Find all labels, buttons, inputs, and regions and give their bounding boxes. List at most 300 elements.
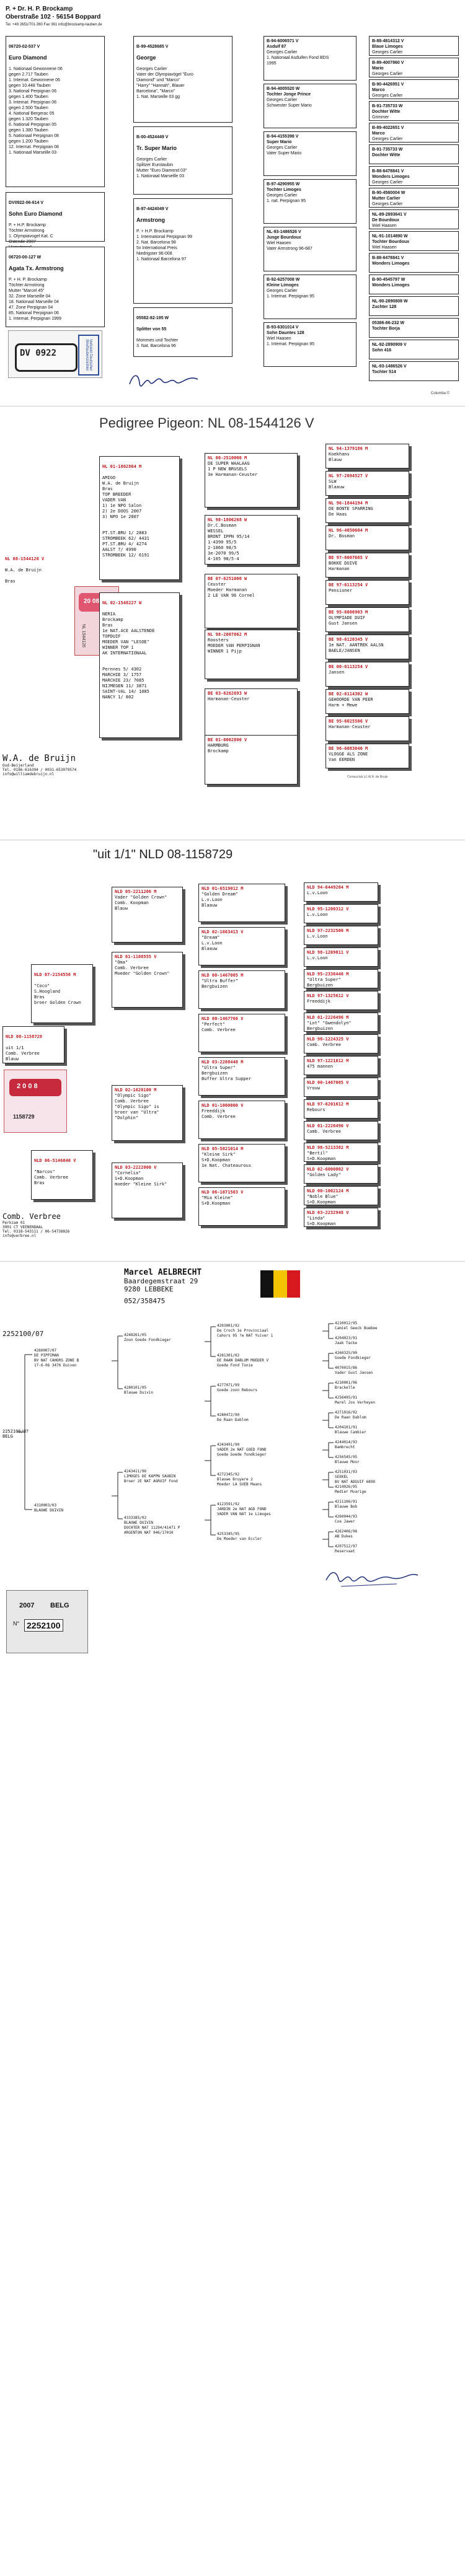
p1-right-5-name: Dochter Witte [372, 153, 401, 157]
p2-sire-ring: NL 01-1802864 M [102, 464, 142, 469]
p1-mid-3 [264, 179, 356, 224]
p3-gp-0-ring: NLD 05-2211206 M [115, 889, 157, 894]
p1-right-12-ring: NL-90-2890808 W [372, 299, 408, 304]
p1-right-14 [369, 340, 459, 359]
p3-gggp-2-lines: L.v.Loon [307, 934, 328, 939]
p1-right-5 [369, 144, 459, 164]
p1-right-8-lines: Wiel Haasen [372, 224, 397, 228]
p3-gggp-13-ring: NLD 02-6000002 V [307, 1167, 349, 1172]
p3-gggp-13-lines: "Golden Lady" [307, 1172, 341, 1177]
p1-right-3-ring: B-91-735733 W [372, 104, 403, 108]
p2-gp-2-ring: BE 07-6251000 W [208, 576, 247, 581]
p2-gp-0 [205, 453, 298, 508]
p3-ggp-7-ring: NLD 06-1071503 V [202, 1190, 244, 1195]
p2-footer: Compuclub (c) W.A. de Bruijn [347, 775, 388, 779]
p1-mid-2 [264, 131, 356, 176]
p1-right-11-name: Wonders Limoges [372, 283, 410, 288]
p3-gp-1 [112, 952, 183, 1008]
p4-gp-3: 4333385/02 BLAUWE DUIVIN DOCHTER NAT 11294/41471 P ARGENTON NAT 946/17010 [124, 1516, 180, 1535]
p1-right-10-name: Wonders Limoges [372, 262, 410, 266]
p3-gggp-11 [304, 1121, 378, 1140]
breeder-city: 9280 LEBBEKE [124, 1285, 174, 1293]
p3-ring-text: 2 0 0 8 [17, 1083, 38, 1090]
p3-gggp-9-ring: NLD 00-1467005 V [307, 1080, 349, 1085]
p2-sire-box [99, 456, 180, 580]
p1-right-15 [369, 361, 459, 381]
p2-gp-3 [205, 630, 298, 679]
p1-right-2-name: Marco [372, 88, 385, 92]
p1-right-15-name: Tochter 514 [372, 370, 396, 374]
p1-right-2-ring: B-90-4426951 V [372, 82, 404, 87]
p3-ggp-1 [198, 927, 285, 965]
p2-ggp-1-ring: NL 97-2094527 V [329, 473, 368, 478]
bird-ring: 06720-02-537 V [9, 45, 40, 49]
p1-mid-0-lines: Georges Carlier 1. Nationaal Asduifen Fond BDS 1995 [267, 50, 329, 66]
p3-ggp-3 [198, 1014, 285, 1052]
p2-ggp-3-lines: Dr. Bosman [329, 534, 355, 538]
p3-ggp-7 [198, 1187, 285, 1226]
p1-mid-4-name: Junge Bourdoux [267, 235, 301, 240]
p3-sire-box [31, 964, 93, 1023]
p2-owner-address: Oud-Beijerland Tel. 0186-616394 / 0031-653079574 info@williamdebruijn.nl [2, 763, 77, 776]
p3-gggp-0 [304, 882, 378, 902]
p2-ggp-6 [326, 607, 409, 632]
p4-gggp-1: 4204023/91 Jaak Tacke [335, 1336, 358, 1345]
p3-gggp-8-ring: NLD 97-1221612 M [307, 1058, 349, 1063]
p3-ggp-2-lines: "Ultra Buffer" Bergbuizen [202, 978, 239, 989]
p3-gp-0-lines: Vader "Golden Crown" Comb. Koopman Blauw [115, 895, 167, 911]
p3-sire-lines: "Coco" S.Hoogland Bras broer Golden Crown [34, 983, 81, 1005]
header-line-2: Oberstraße 102 · 56154 Boppard [6, 14, 101, 20]
p4-gggp-6: 4271016/92 De Raan Dablom [335, 1410, 366, 1420]
p3-owner-block [2, 1212, 114, 1238]
p3-title: "uit 1/1" NLD 08-1158729 [93, 848, 233, 861]
p3-gggp-6-ring: NLD 01-2226496 M [307, 1015, 349, 1020]
p1-right-6-name: Wonders Limoges [372, 175, 410, 179]
verification-stamp: Verband Deutscher Brieftaubenzüchter [78, 335, 99, 376]
p3-gggp-0-lines: L.v.Loon [307, 890, 328, 895]
p4-ring-label: N° [13, 1620, 20, 1627]
p4-gggp-8: 4244014/93 Bambrecht [335, 1440, 358, 1449]
bird-dam-box [6, 192, 105, 242]
p1-mid-2-name: Super Mario [267, 140, 292, 144]
p3-subject-box [2, 1026, 64, 1063]
p3-gp-2-ring: NLD 02-1620100 M [115, 1088, 157, 1092]
sire2-name: Tr. Super Mario [136, 145, 177, 151]
p2-ggp-8-ring: BE 00-6113254 V [329, 664, 368, 669]
p3-ggp-1-lines: "Dream" L.v.Loon Blaauw [202, 935, 223, 951]
p4-ggp-2: 4277071/99 Goede zoon Rebours [217, 1383, 258, 1392]
p2-ggp-9 [326, 689, 409, 714]
p2-gp-0-lines: DE SUPER WAALAAG 1 P NEW BRUSELS 3e Harmanan-Ceuster [208, 461, 258, 477]
pedigree-de-bruijn [0, 406, 465, 840]
p2-ggp-0-ring: NL 94-1379186 M [329, 446, 368, 451]
p1-right-6-lines: Georges Carlier [372, 180, 403, 185]
p4-gggp-11: 4214026/95 Medier Mvarige [335, 1485, 366, 1494]
p3-ggp-5-ring: NLD 01-1000000 V [202, 1103, 244, 1108]
p3-gggp-8 [304, 1056, 378, 1075]
p3-gggp-8-lines: 475 mannen [307, 1064, 334, 1069]
p3-ggp-1-ring: NLD 02-1663413 V [202, 930, 244, 934]
p2-sire-lines: AMIGO W.A. de Bruijn Bras TOP BREEDER VADER VAN 1) 1e NPO Salon 2) 2e DOOS 2007 3) NPO 1e 2007 [102, 475, 142, 519]
p2-ggp-3-ring: NL 96-4050604 M [329, 528, 368, 533]
p4-ring-photo [6, 1590, 88, 1653]
p4-gggp-15: 4207512/97 Reservaat [335, 1544, 358, 1554]
p1-right-4 [369, 123, 459, 143]
p3-ggp-5-lines: Freeddijk Comb. Verbree [202, 1109, 236, 1119]
p3-gggp-15-lines: "Linda" S+D.Koopman [307, 1216, 336, 1226]
brockamp-header [6, 5, 192, 29]
p1-mid-3-ring: B-97-4290955 W [267, 182, 300, 187]
p1-right-7-ring: B-90-4580004 W [372, 191, 405, 195]
p1-right-10-ring: B-88-6478841 V [372, 256, 404, 260]
p1-mid-5 [264, 275, 356, 319]
p3-dam-ring: NLD 06-5146040 V [34, 1158, 76, 1163]
pedigree-aelbrecht [0, 1261, 465, 2575]
p1-right-2 [369, 79, 459, 99]
p3-gggp-12-lines: "Bertil" S+D.Koopman [307, 1151, 336, 1161]
p1-right-1-name: Mario [372, 66, 384, 71]
p3-gggp-3-lines: L.v.Loon [307, 956, 328, 961]
p3-gggp-6-lines: "Lot" "Gwendolyn" Bergbuizen [307, 1021, 352, 1031]
p2-gp-3-lines: Roosters MOEDER VAN PERPIGNAN WINNER 1 Pijp [208, 638, 260, 654]
p1-mid-1-ring: B-94-4005520 W [267, 87, 300, 91]
p3-gggp-0-ring: NLD 94-6449204 M [307, 885, 349, 890]
p2-ggp-5-lines: Pensioner [329, 588, 352, 593]
p2-ggp-1-lines: SLW Blaauw [329, 479, 345, 490]
p3-ggp-6 [198, 1144, 285, 1182]
p1-mid-0-ring: B-94-6006571 V [267, 39, 299, 43]
p4-gggp-2: 4260325/90 Goede Fondkieger [335, 1351, 371, 1360]
p3-gggp-14-ring: NLD 00-1002124 M [307, 1189, 349, 1193]
p3-gggp-7-lines: Comb. Verbree [307, 1042, 341, 1047]
p2-ggp-9-lines: GEHOORDE VAN PEER Harm + Mewe [329, 697, 373, 708]
p1-right-4-name: Marco [372, 131, 385, 136]
dam-lines: P. + H.P. Brockamp Töchter Armstrong 1. Olympiavogel Kat. C Ostende 2007 [9, 223, 53, 244]
p4-gp-0: 4248261/05 Zoon Goede Fondkieger [124, 1333, 171, 1342]
p1-right-11-ring: B-90-4545797 W [372, 278, 405, 282]
p2-gp-5 [205, 735, 298, 785]
p2-dam-box [99, 592, 180, 738]
p4-gggp-7: 4204101/91 Blauwe Cambier [335, 1425, 366, 1435]
p3-gp-2-lines: "Olympic Sigo" Comb. Verbree "Olympic Sigo" is broer van "Ultra" "Dolphin" [115, 1093, 159, 1120]
pedigree-verbree [0, 840, 465, 1262]
dam2-lines: P. + H. P. Brockamp Töchter Armstrong Mutter "Marcel 45" 32. Zone Marseille 04 18. Nationaal Marseille 04 47. Zone Perpignan 04 85. National Perpignan 06 1. Internat. Perpignan 1999 [9, 278, 61, 321]
p2-ggp-11 [326, 744, 409, 768]
p3-gggp-6 [304, 1013, 378, 1032]
p3-gggp-10-ring: NLD 97-6201612 M [307, 1102, 349, 1107]
p2-ggp-4-lines: BOKKE DUIVE Harmanan [329, 561, 358, 571]
bird-box [6, 36, 105, 187]
sire-lines: Georges Carlier Vater der Olympiavögel "Euro Diamond" und "Marco" "Harry" "Hannah", Blauer Barcelona", "Marco" 1. Nat. Marseille 03 gg [136, 67, 193, 99]
p2-ggp-9-ring: BE 02-6114302 W [329, 692, 368, 697]
p3-gggp-13 [304, 1164, 378, 1184]
p3-gggp-7 [304, 1034, 378, 1053]
p2-ggp-11-ring: BE 96-6083040 M [329, 746, 368, 751]
p3-gggp-4-ring: NLD 95-2336446 M [307, 972, 349, 977]
p1-right-10 [369, 253, 459, 273]
breeder-name: Marcel AELBRECHT [124, 1268, 202, 1277]
p3-gggp-12 [304, 1143, 378, 1162]
p1-right-3 [369, 101, 459, 121]
p2-ggp-7-lines: 1e NAT. AANTREK AALSN BAELE/JANSEN [329, 643, 384, 653]
p3-gggp-2 [304, 926, 378, 945]
p2-dam-ring: NL 02-1548227 W [102, 600, 142, 605]
p3-ggp-2 [198, 970, 285, 1009]
p1-right-4-lines: Georges Carlier [372, 137, 403, 141]
p4-ggp-5: 4272345/92 Blauwe Bruyere 2 Moeder LA SUEB Maans [217, 1472, 262, 1487]
armstrong-lines: P. + H.P. Brockamp 1. International Perpignan 99 2. Nat. Barcelona 98 5x International Preis Niedrigster 96-008 1. Nationaal Barcelona 97 [136, 229, 192, 262]
p1-right-9-name: Tochter Bourdoux [372, 240, 410, 244]
p1-right-7 [369, 188, 459, 208]
p2-ggp-6-lines: OLYMPIADE DUIF Gust Jansen [329, 615, 366, 626]
p1-right-6 [369, 166, 459, 186]
p3-gp-2 [112, 1085, 183, 1141]
armstrong-box [133, 198, 232, 304]
p2-subject-ring: NL 08-1544126 V [5, 556, 45, 561]
p2-ggp-2-lines: DE BONTE SPARRING De Haas [329, 506, 373, 517]
p4-gggp-9: 4256545/95 Blauwe Moor [335, 1455, 360, 1464]
p1-mid-3-name: Tochter Limoges [267, 188, 301, 192]
p1-right-9-lines: Wiel Haasen [372, 245, 397, 250]
p4-gggp-10: 4251031/93 SEEKEL BV NAT ADGUIF 6898 [335, 1470, 376, 1484]
ring-band-text: DV 0922 [20, 348, 57, 358]
armstrong-ring: B-97-4424049 V [136, 207, 169, 211]
p3-gggp-1 [304, 904, 378, 923]
dam2-ring: 06720-00-127 W [9, 255, 42, 260]
p4-gp-1: 4280101/05 Blauwe Duivin [124, 1386, 153, 1395]
armstrong-name: Armstrong [136, 217, 166, 223]
p1-right-5-ring: B-91-735733 W [372, 147, 403, 152]
p3-gggp-7-ring: NLD 98-1224325 V [307, 1037, 349, 1042]
pedigree-id: 2252100/07 [2, 1330, 44, 1338]
p1-right-12 [369, 296, 459, 316]
dam2-name: Agata Tx. Armstrong [9, 265, 64, 271]
p2-gp-3-ring: NL 98-2007862 M [208, 632, 247, 637]
header-line-3: Tel. +49 2651/701-360 Fax 361 info@brockamp-tauben.de [6, 23, 102, 27]
p4-gggp-0: 4210012/95 Camiel Geeck Buebee [335, 1321, 378, 1330]
p2-ggp-4 [326, 553, 409, 578]
armstrong-mate-box [133, 307, 232, 357]
p4-gggp-5: 4256495/91 Marel Jos Verheyen [335, 1396, 376, 1405]
p2-ggp-6-ring: BE 95-6006903 M [329, 610, 368, 615]
p3-ggp-6-lines: "Kleine Sirk" S+D.Koopman 1e Nat. Chateauroux [202, 1152, 252, 1168]
bird-name: Euro Diamond [9, 55, 47, 61]
p1-right-7-name: Mutter Carlier [372, 196, 401, 201]
p4-gggp-3: 4070015/86 Vader Gust Jansen [335, 1366, 373, 1375]
p2-ggp-10-ring: BE 95-6025506 V [329, 719, 368, 724]
p3-dam-lines: "Narcos" Comb. Verbree Bras [34, 1169, 68, 1185]
p3-owner: Comb. Verbree [2, 1212, 61, 1221]
p2-ggp-7 [326, 635, 409, 659]
p3-gp-1-ring: NLD 01-1108555 V [115, 954, 157, 959]
p2-ggp-10 [326, 716, 409, 741]
dam2-box [6, 247, 105, 327]
p2-subject-box [2, 549, 58, 584]
p2-ring-digits: NL 1544126 [81, 624, 86, 648]
p1-right-13-ring: 05386-86-232 W [372, 321, 405, 325]
pigeon-ring-image [8, 330, 102, 378]
p2-gp-4-lines: Harmanan-Ceuster [208, 697, 250, 701]
p1-mid-4-ring: NL-93-1486526 V [267, 230, 301, 234]
p2-ggp-0 [326, 444, 409, 468]
dam-ring: DV0922-06-614 V [9, 201, 44, 205]
p1-mid-1 [264, 84, 356, 128]
p1-mid-6 [264, 322, 356, 367]
p1-mid-5-lines: Georges Carlier 1. Internat. Perpignan 95 [267, 289, 315, 299]
p1-mid-1-lines: Georges Carlier Schwester Super Mario [267, 98, 312, 108]
signature-mark [127, 371, 202, 389]
breeder-street: Baardegemstraat 29 [124, 1277, 198, 1285]
p4-ring-year: 2007 [19, 1602, 35, 1609]
p3-ggp-3-ring: NLD 00-1467766 V [202, 1016, 244, 1021]
p1-mid-1-name: Tochter Jonge Prince [267, 92, 311, 97]
p1-mid-0-name: Asduif 87 [267, 45, 286, 49]
p2-subject-color: Bras [5, 579, 16, 584]
p2-ggp-7-ring: BE 98-6120345 V [329, 637, 368, 642]
p1-right-1-ring: B-89-4007860 V [372, 61, 404, 65]
p2-ring-text: 20 08 [84, 598, 100, 605]
p1-mid-2-ring: B-94-4155398 V [267, 134, 299, 139]
p3-gggp-9-lines: Vrouw [307, 1086, 321, 1091]
sire2-lines: Georges Carlier Splitzer Eurotaubin Mutter "Euro Diamond 03" 1. Nationaal Marseille 03 [136, 157, 187, 178]
p3-sire-ring: NLD 07-2154556 M [34, 972, 76, 977]
p3-ring-digits: 1158729 [13, 1114, 35, 1120]
p2-gp-5-ring: BE 01-6062806 V [208, 737, 247, 742]
p2-gp-1-lines: Dr.C.Bosman WESSEL BRONT IPPN 95/14 1-4390 95/5 2-1060 98/5 3e-2070 99/5 4-105 98/5-4 [208, 523, 250, 561]
p3-gggp-11-ring: NLD 01-2226496 V [307, 1123, 349, 1128]
pedigree-brockamp [3, 5, 462, 402]
p3-owner-address: Perkiam 01 3901 CT VEENENDAAL Tel. 0318-543111 / 06-54738826 info@verbree.nl [2, 1221, 70, 1238]
p1-right-14-name: Sohn 416 [372, 348, 392, 353]
p1-right-13-name: Tochter Borja [372, 327, 400, 331]
p3-gggp-10-lines: Rebours [307, 1107, 326, 1112]
p2-title: Pedigree Pigeon: NL 08-1544126 V [99, 415, 314, 431]
p1-right-8-name: De Bourdoux [372, 218, 399, 222]
p3-gggp-14-lines: "Noble Blue" S+D.Koopman [307, 1194, 339, 1205]
p1-mid-5-ring: B-92-6257008 W [267, 278, 300, 282]
p3-ggp-0-lines: "Golden Dream" L.v.Loon Blaauw [202, 892, 239, 908]
p3-gggp-4-lines: "Ultra Super" Bergbuizen [307, 977, 341, 988]
p3-gp-1-lines: "Oma" Comb. Verbree Moeder "Golden Crown" [115, 960, 170, 976]
p2-ggp-10-lines: Harmanan-Ceuster [329, 724, 371, 729]
sire2-box [133, 126, 232, 195]
p3-ggp-4-ring: NLD 03-2208448 M [202, 1060, 244, 1065]
bird-lines: 1. Nationaal Gewonnene 06 gegen 2.717 Tauben 1. Internat. Gewonnene 06 gegen 10.448 Tauben 3. National Perpignan 06 gegen 1.400 Tauben 3. Internat. Perpignan 06 gegen 2.500 Tauben 4. National Bergerac 05 gegen 1.320 Tauben 6. National Perpignan 05 gegen 1.380 Tauben 5. Nationaal Perpignan 08 gegen 1.200 Tauben 12. Internat. Perpignan 08 1. Nationaal Marseille 03 [9, 67, 63, 155]
breeder-phone: 052/358475 [124, 1297, 166, 1305]
p3-gggp-5-ring: NLD 97-1325612 V [307, 993, 349, 998]
p1-right-0 [369, 36, 459, 56]
p1-mid-5-name: Kleine Limoges [267, 283, 299, 288]
p2-ggp-1 [326, 471, 409, 496]
p4-ggp-6: 4123591/92 JARDIN 2e NAT AGD FOND VADER VAN NAT 1e Limoges [217, 1502, 271, 1516]
p1-mid-4-lines: Wiel Haasen Vater Armstrong 96-687 [267, 241, 312, 251]
p1-right-6-ring: B-88-6478841 V [372, 169, 404, 174]
p1-right-12-name: Zuchter 128 [372, 305, 397, 309]
sire-name: George [136, 55, 156, 61]
p1-right-3-lines: Grimmer [372, 115, 389, 120]
p2-ggp-0-lines: Koekhans Blauw [329, 452, 350, 462]
p1-mid-0 [264, 36, 356, 81]
p1-right-9 [369, 231, 459, 251]
p4-gggp-13: 4260044/93 Coa Jawer [335, 1514, 358, 1524]
p3-subject-lines: uit 1/1 Comb. Verbree Blauw [6, 1045, 40, 1062]
p3-gggp-10 [304, 1099, 378, 1119]
p4-parent-0: 4260007/07 DE PIPPIMAN BV NAT CAHORS ZONE B 17-6-06 3476 Duiven [34, 1348, 79, 1368]
mate-name: Splitter von 55 [136, 327, 167, 332]
p2-dam-results: Pernnes 5/ 4302 MARCHIE 3/ 1757 MARCHIE 23/ 7085 NIJMEGEN 11/ 3871 SAINT-VAL 14/ 1085 NANCY 1/ 802 [102, 667, 149, 700]
p3-ggp-4-lines: "Ultra Super" Bergbuizen Buffer Ultra Supper [202, 1065, 252, 1081]
p4-gggp-4: 4210001/96 Brackelle [335, 1381, 358, 1390]
p2-ggp-2 [326, 498, 409, 523]
p3-gggp-5-lines: Freeddijk [307, 999, 330, 1004]
p3-gggp-12-ring: NLD 98-5213382 M [307, 1145, 349, 1150]
p3-gp-3-lines: "Cornelia" S+D.Koopman moeder "Kleine Sirk" [115, 1171, 167, 1187]
mate-lines: Mommes und Tochter 3. Nat. Barcelona 96 [136, 338, 179, 348]
p1-right-15-ring: NL-93-1486526 V [372, 364, 407, 369]
dam-name: Sohn Euro Diamond [9, 211, 63, 217]
p4-signature [322, 1565, 422, 1590]
p2-gp-0-ring: NL 00-2510000 M [208, 455, 247, 460]
p2-ggp-2-ring: NL 96-1844194 M [329, 501, 368, 506]
p2-ggp-5-ring: BE 97-6113254 V [329, 582, 368, 587]
p1-right-8 [369, 209, 459, 229]
p3-ggp-6-ring: NLD 05-5821014 M [202, 1146, 244, 1151]
sire2-ring: B-00-4524449 V [136, 135, 169, 139]
p2-gp-5-lines: HARMBURG Brockamp [208, 743, 229, 754]
p3-gggp-15 [304, 1208, 378, 1227]
p2-gp-1-ring: NL 98-1806268 W [208, 517, 247, 522]
p3-gggp-14 [304, 1186, 378, 1205]
p4-gp-2: 4243411/96 LIMOGES DE KAPPN SAUBIN Broer 2E NAT AGRUIF Fond [124, 1469, 178, 1484]
p2-gp-4-ring: BE 03-6262693 W [208, 691, 247, 696]
p2-sire-results: PT.ST.BRU 1/ 2883 STROMBEEK 62/ 4431 PT.ST.BRU 4/ 4274 AALST 7/ 4990 STROMBEEK 12/ 6191 [102, 530, 149, 558]
p1-mid-6-name: Sohn Dauntes 128 [267, 331, 304, 335]
sire-ring: B-99-4528685 V [136, 45, 169, 49]
p1-right-9-ring: NL-91-1014890 W [372, 234, 408, 239]
subject-ring-text: 2252100/07 BELG [2, 1429, 29, 1439]
p4-ggp-7: 4253345/95 De Moeder van Eccler [217, 1532, 262, 1541]
p3-subject-ring: NLD 08-1158729 [6, 1034, 43, 1039]
p4-ggp-0: 4203001/92 De Croch 1e Provinciaal Cahors 95 ?e NAT Yuiver 1 [217, 1324, 273, 1338]
p4-ggp-1: 4281301/02 DE RAAN DABLOM MOEDER V Goede Fond Tonie [217, 1353, 269, 1368]
header-line-1: P. + Dr. H. P. Brockamp [6, 6, 73, 12]
p1-right-2-lines: Georges Carlier [372, 94, 403, 98]
p1-right-8-ring: NL-89-2893641 V [372, 213, 407, 217]
p3-gggp-11-lines: Comb. Verbree [307, 1129, 341, 1134]
p3-gggp-2-ring: NLD 97-2232506 M [307, 928, 349, 933]
p4-ring-country: BELG [50, 1602, 69, 1609]
p3-dam-box [31, 1150, 93, 1200]
p3-ggp-0-ring: NLD 01-6519012 M [202, 886, 244, 891]
p3-gp-0 [112, 887, 183, 943]
p3-gggp-5 [304, 991, 378, 1010]
p3-gggp-3 [304, 947, 378, 967]
p3-gggp-3-ring: NLD 98-1209011 V [307, 950, 349, 955]
sire-box [133, 36, 232, 123]
p2-ggp-4-ring: BE 97-6007665 V [329, 555, 368, 560]
p1-mid-4 [264, 227, 356, 271]
p4-parent-1: 4310003/03 BLAUWE DUIVIN [34, 1503, 63, 1513]
p4-ring-number: 2252100 [24, 1619, 63, 1632]
columba-credit: Columba © [431, 392, 450, 395]
p2-dam-lines: NERIA Brockamp Bras 1e NAT.ACE AALSTENDE TOPDUIF MOEDER VAN "LESOE" WINNER TOP 1 AK INTERNATIONAAL [102, 612, 155, 656]
p2-ggp-5 [326, 580, 409, 605]
p3-ggp-7-lines: "Mia Kleine" S+D.Koopman [202, 1195, 233, 1206]
mate-ring: 05582-92-195 W [136, 316, 169, 320]
p3-ggp-5 [198, 1101, 285, 1139]
p1-right-13 [369, 318, 459, 338]
